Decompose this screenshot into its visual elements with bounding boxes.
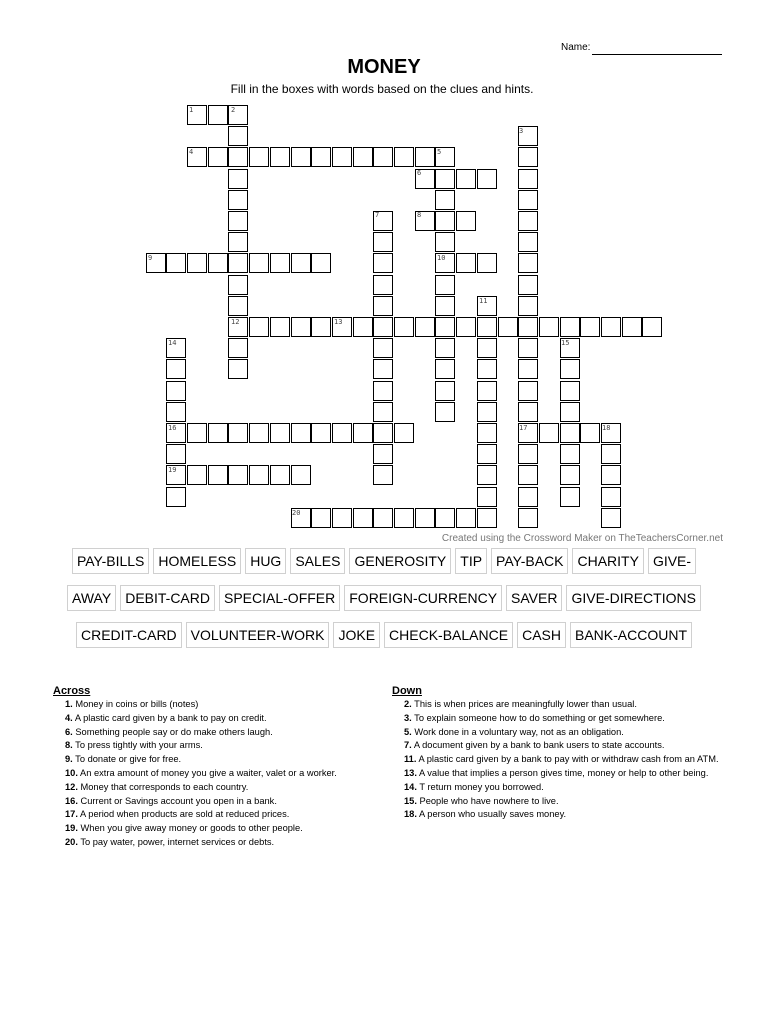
- crossword-cell[interactable]: [291, 423, 311, 443]
- crossword-cell[interactable]: [187, 465, 207, 485]
- clue-number: 18: [602, 424, 611, 432]
- crossword-cell[interactable]: [208, 423, 228, 443]
- crossword-cell[interactable]: [518, 402, 538, 422]
- clue-text: To pay water, power, internet services or debts.: [77, 836, 275, 847]
- clue-num: 19.: [65, 823, 78, 834]
- word-bank-item: FOREIGN-CURRENCY: [344, 585, 502, 611]
- clue-num: 2.: [404, 699, 412, 709]
- crossword-cell[interactable]: [291, 465, 311, 485]
- crossword-cell[interactable]: [518, 444, 538, 464]
- word-bank-item: DEBIT-CARD: [120, 585, 215, 611]
- crossword-cell[interactable]: [601, 465, 621, 485]
- across-list: [53, 698, 373, 850]
- clue-number: 3: [519, 127, 524, 135]
- name-label: Name:: [561, 42, 591, 53]
- clue-num: 5.: [404, 726, 412, 737]
- across-clue: [53, 712, 373, 726]
- crossword-cell[interactable]: [373, 423, 393, 443]
- clue-number: 14: [168, 339, 177, 347]
- crossword-cell[interactable]: [622, 317, 642, 337]
- clue-num: 16.: [65, 795, 78, 806]
- crossword-cell[interactable]: [270, 147, 290, 167]
- crossword-cell[interactable]: [373, 444, 393, 464]
- clue-number: 16: [168, 424, 177, 432]
- clue-text: A value that implies a person gives time, money or help to other being.: [416, 767, 709, 778]
- clue-number: 7: [375, 211, 380, 219]
- clue-number: 9: [148, 254, 153, 262]
- crossword-cell[interactable]: [456, 317, 476, 337]
- word-bank-item: GENEROSITY: [349, 548, 451, 574]
- crossword-cell[interactable]: [560, 465, 580, 485]
- clue-text: Money that corresponds to each country.: [77, 781, 249, 792]
- word-bank-row-1: [0, 548, 768, 574]
- crossword-cell[interactable]: [353, 317, 373, 337]
- clue-number: 5: [437, 148, 442, 156]
- crossword-cell[interactable]: [208, 253, 228, 273]
- clue-number: 6: [417, 169, 422, 177]
- down-clues: [392, 684, 722, 822]
- credit-line: Created using the Crossword Maker on TheTeachersCorner.net: [441, 533, 723, 544]
- crossword-cell[interactable]: [373, 296, 393, 316]
- crossword-cell[interactable]: [456, 211, 476, 231]
- crossword-cell[interactable]: [580, 423, 600, 443]
- across-heading: Across: [53, 685, 91, 697]
- crossword-cell[interactable]: [518, 359, 538, 379]
- crossword-cell[interactable]: [477, 402, 497, 422]
- down-clue: [392, 767, 722, 781]
- crossword-cell[interactable]: [456, 253, 476, 273]
- crossword-cell[interactable]: [601, 508, 621, 528]
- crossword-cell[interactable]: [435, 317, 455, 337]
- clue-num: 14.: [404, 781, 417, 792]
- clue-num: 17.: [65, 809, 78, 820]
- clue-text: When you give away money or goods to other people.: [77, 823, 303, 834]
- crossword-cell[interactable]: [518, 275, 538, 295]
- word-bank-item: HUG: [245, 548, 286, 574]
- crossword-cell[interactable]: [270, 465, 290, 485]
- clue-text: A plastic card given by a bank to pay on credit.: [72, 712, 267, 723]
- word-bank-item: PAY-BILLS: [72, 548, 149, 574]
- crossword-cell[interactable]: [332, 508, 352, 528]
- crossword-cell[interactable]: [208, 105, 228, 125]
- crossword-cell[interactable]: [435, 402, 455, 422]
- crossword-cell[interactable]: [228, 126, 248, 146]
- crossword-cell[interactable]: [560, 359, 580, 379]
- crossword-cell[interactable]: [642, 317, 662, 337]
- across-clue: [53, 836, 373, 850]
- clue-number: 1: [189, 106, 194, 114]
- down-clue: [392, 808, 722, 822]
- clue-num: 1.: [65, 699, 73, 709]
- crossword-cell[interactable]: [208, 465, 228, 485]
- clue-number: 8: [417, 211, 422, 219]
- crossword-cell[interactable]: [291, 253, 311, 273]
- clue-text: To explain someone how to do something or get somewhere.: [411, 712, 665, 723]
- crossword-cell[interactable]: [539, 317, 559, 337]
- crossword-cell[interactable]: [228, 296, 248, 316]
- crossword-cell[interactable]: [435, 508, 455, 528]
- clue-num: 8.: [65, 740, 73, 751]
- crossword-cell[interactable]: [477, 444, 497, 464]
- clue-text: An extra amount of money you give a waiter, valet or a worker.: [77, 767, 337, 778]
- clue-number: 11: [479, 297, 488, 305]
- clue-number: 12: [231, 318, 240, 326]
- down-clue: [392, 795, 722, 809]
- word-bank-item: HOMELESS: [153, 548, 241, 574]
- crossword-cell[interactable]: [518, 169, 538, 189]
- clue-text: A plastic card given by a bank to pay with or withdraw cash from an ATM.: [416, 754, 719, 765]
- clue-number: 13: [334, 318, 343, 326]
- crossword-cell[interactable]: [228, 232, 248, 252]
- clue-number: 19: [168, 466, 177, 474]
- down-clue: [392, 739, 722, 753]
- crossword-cell[interactable]: [373, 147, 393, 167]
- crossword-cell[interactable]: [539, 423, 559, 443]
- crossword-cell[interactable]: [477, 381, 497, 401]
- crossword-cell[interactable]: [394, 423, 414, 443]
- crossword-cell[interactable]: [477, 317, 497, 337]
- crossword-cell[interactable]: [518, 232, 538, 252]
- crossword-cell[interactable]: [311, 253, 331, 273]
- crossword-cell[interactable]: [580, 317, 600, 337]
- crossword-cell[interactable]: [415, 508, 435, 528]
- crossword-cell[interactable]: [477, 169, 497, 189]
- crossword-cell[interactable]: [601, 317, 621, 337]
- word-bank-item: GIVE-: [648, 548, 696, 574]
- crossword-cell[interactable]: [456, 169, 476, 189]
- crossword-cell[interactable]: [373, 275, 393, 295]
- word-bank-item: JOKE: [333, 622, 380, 648]
- crossword-cell[interactable]: [560, 487, 580, 507]
- clue-number: 20: [292, 509, 301, 517]
- clue-number: 10: [437, 254, 446, 262]
- down-clue: [392, 698, 722, 712]
- crossword-cell[interactable]: [166, 359, 186, 379]
- crossword-cell[interactable]: [601, 487, 621, 507]
- crossword-cell[interactable]: [228, 338, 248, 358]
- word-bank-item: SPECIAL-OFFER: [219, 585, 340, 611]
- clue-num: 4.: [65, 712, 73, 723]
- crossword-cell[interactable]: [518, 296, 538, 316]
- across-clue: [53, 795, 373, 809]
- crossword-cell[interactable]: [228, 169, 248, 189]
- crossword-cell[interactable]: [435, 338, 455, 358]
- crossword-cell[interactable]: [394, 508, 414, 528]
- word-bank-item: BANK-ACCOUNT: [570, 622, 692, 648]
- crossword-cell[interactable]: [518, 381, 538, 401]
- crossword-cell[interactable]: [187, 253, 207, 273]
- clue-text: Current or Savings account you open in a bank.: [77, 795, 277, 806]
- crossword-cell[interactable]: [498, 317, 518, 337]
- across-clues: [53, 684, 373, 850]
- crossword-cell[interactable]: [373, 317, 393, 337]
- crossword-cell[interactable]: [477, 253, 497, 273]
- crossword-cell[interactable]: [435, 232, 455, 252]
- clue-num: 12.: [65, 781, 78, 792]
- crossword-cell[interactable]: [518, 338, 538, 358]
- across-clue: [53, 767, 373, 781]
- crossword-cell[interactable]: [249, 253, 269, 273]
- crossword-cell[interactable]: [435, 211, 455, 231]
- clue-num: 7.: [404, 740, 412, 751]
- crossword-cell[interactable]: [415, 147, 435, 167]
- crossword-cell[interactable]: [435, 359, 455, 379]
- crossword-cell[interactable]: [373, 232, 393, 252]
- word-bank-row-3: [0, 622, 768, 648]
- crossword-cell[interactable]: [373, 508, 393, 528]
- crossword-cell[interactable]: [270, 253, 290, 273]
- crossword-cell[interactable]: [518, 253, 538, 273]
- instructions: Fill in the boxes with words based on the clues and hints.: [230, 82, 534, 96]
- clue-num: 20.: [65, 836, 78, 847]
- crossword-cell[interactable]: [477, 423, 497, 443]
- crossword-cell[interactable]: [228, 190, 248, 210]
- crossword-cell[interactable]: [373, 465, 393, 485]
- down-clue: [392, 712, 722, 726]
- crossword-cell[interactable]: [270, 317, 290, 337]
- across-clue: [53, 726, 373, 740]
- crossword-cell[interactable]: [601, 444, 621, 464]
- down-list: [392, 698, 722, 822]
- crossword-cell[interactable]: [373, 253, 393, 273]
- word-bank-item: CASH: [517, 622, 566, 648]
- crossword-cell[interactable]: [477, 487, 497, 507]
- crossword-cell[interactable]: [228, 275, 248, 295]
- crossword-cell[interactable]: [477, 359, 497, 379]
- clue-text: People who have nowhere to live.: [416, 795, 559, 806]
- word-bank-item: CHARITY: [572, 548, 643, 574]
- crossword-cell[interactable]: [560, 317, 580, 337]
- clue-text: To donate or give for free.: [72, 754, 182, 765]
- crossword-cell[interactable]: [477, 338, 497, 358]
- crossword-cell[interactable]: [291, 317, 311, 337]
- word-bank-item: CHECK-BALANCE: [384, 622, 513, 648]
- clue-text: A period when products are sold at reduced prices.: [77, 809, 290, 820]
- down-clue: [392, 753, 722, 767]
- crossword-cell[interactable]: [373, 338, 393, 358]
- across-clue: [53, 739, 373, 753]
- crossword-cell[interactable]: [166, 253, 186, 273]
- crossword-cell[interactable]: [166, 487, 186, 507]
- clue-text: A person who usually saves money.: [416, 809, 567, 820]
- clue-num: 9.: [65, 754, 73, 765]
- crossword-cell[interactable]: [332, 423, 352, 443]
- clue-text: A document given by a bank to bank users to state accounts.: [411, 740, 665, 751]
- crossword-cell[interactable]: [228, 147, 248, 167]
- word-bank-item: TIP: [455, 548, 487, 574]
- clue-num: 11.: [404, 754, 417, 765]
- clue-num: 10.: [65, 767, 78, 778]
- clue-text: To press tightly with your arms.: [72, 740, 203, 751]
- crossword-cell[interactable]: [249, 465, 269, 485]
- crossword-cell[interactable]: [270, 423, 290, 443]
- crossword-cell[interactable]: [518, 465, 538, 485]
- clue-num: 6.: [65, 726, 73, 737]
- crossword-cell[interactable]: [249, 423, 269, 443]
- word-bank-item: AWAY: [67, 585, 116, 611]
- crossword-cell[interactable]: [518, 487, 538, 507]
- crossword-cell[interactable]: [311, 508, 331, 528]
- crossword-cell[interactable]: [477, 465, 497, 485]
- crossword-cell[interactable]: [228, 423, 248, 443]
- clue-text: Something people say or do make others laugh.: [72, 726, 273, 737]
- crossword-cell[interactable]: [456, 508, 476, 528]
- crossword-cell[interactable]: [394, 147, 414, 167]
- clue-number: 15: [561, 339, 570, 347]
- crossword-cell[interactable]: [228, 211, 248, 231]
- crossword-cell[interactable]: [249, 317, 269, 337]
- crossword-cell[interactable]: [228, 253, 248, 273]
- word-bank-item: SAVER: [506, 585, 562, 611]
- crossword-cell[interactable]: [311, 147, 331, 167]
- crossword-cell[interactable]: [373, 359, 393, 379]
- crossword-cell[interactable]: [435, 275, 455, 295]
- down-clue: [392, 781, 722, 795]
- clue-num: 3.: [404, 712, 412, 723]
- clue-number: 4: [189, 148, 194, 156]
- clue-num: 18.: [404, 809, 417, 820]
- crossword-cell[interactable]: [166, 402, 186, 422]
- crossword-cell[interactable]: [373, 402, 393, 422]
- crossword-cell[interactable]: [228, 465, 248, 485]
- across-clue: [53, 822, 373, 836]
- clue-text: T return money you borrowed.: [416, 781, 544, 792]
- crossword-cell[interactable]: [518, 211, 538, 231]
- crossword-cell[interactable]: [435, 296, 455, 316]
- crossword-cell[interactable]: [435, 381, 455, 401]
- across-clue: [53, 781, 373, 795]
- down-clue: [392, 726, 722, 740]
- crossword-cell[interactable]: [477, 508, 497, 528]
- crossword-cell[interactable]: [353, 147, 373, 167]
- across-clue: [53, 698, 373, 712]
- crossword-cell[interactable]: [518, 190, 538, 210]
- crossword-cell[interactable]: [166, 444, 186, 464]
- clue-text: This is when prices are meaningfully lower than usual.: [411, 699, 637, 709]
- word-bank-item: SALES: [290, 548, 345, 574]
- down-heading: Down: [392, 685, 422, 697]
- across-clue: [53, 753, 373, 767]
- crossword-cell[interactable]: [332, 147, 352, 167]
- crossword-cell[interactable]: [560, 381, 580, 401]
- clue-number: 2: [231, 106, 236, 114]
- crossword-cell[interactable]: [560, 423, 580, 443]
- across-clue: [53, 808, 373, 822]
- crossword-cell[interactable]: [373, 381, 393, 401]
- word-bank-item: CREDIT-CARD: [76, 622, 182, 648]
- clue-text: Work done in a voluntary way, not as an obligation.: [411, 726, 624, 737]
- clue-num: 15.: [404, 795, 417, 806]
- word-bank-item: GIVE-DIRECTIONS: [566, 585, 700, 611]
- crossword-cell[interactable]: [518, 147, 538, 167]
- crossword-cell[interactable]: [435, 190, 455, 210]
- crossword-cell[interactable]: [187, 423, 207, 443]
- crossword-cell[interactable]: [311, 317, 331, 337]
- word-bank-row-2: [0, 585, 768, 611]
- word-bank-item: PAY-BACK: [491, 548, 568, 574]
- crossword-cell[interactable]: [353, 423, 373, 443]
- crossword-cell[interactable]: [228, 359, 248, 379]
- crossword-cell[interactable]: [208, 147, 228, 167]
- crossword-cell[interactable]: [249, 147, 269, 167]
- crossword-cell[interactable]: [415, 317, 435, 337]
- crossword-cell[interactable]: [311, 423, 331, 443]
- clue-text: Money in coins or bills (notes): [72, 699, 199, 709]
- crossword-cell[interactable]: [166, 381, 186, 401]
- page-title: MONEY: [347, 56, 421, 78]
- crossword-cell[interactable]: [435, 169, 455, 189]
- crossword-cell[interactable]: [353, 508, 373, 528]
- crossword-cell[interactable]: [291, 147, 311, 167]
- word-bank-item: VOLUNTEER-WORK: [186, 622, 330, 648]
- clue-num: 13.: [404, 767, 417, 778]
- clue-number: 17: [519, 424, 528, 432]
- crossword-cell[interactable]: [394, 317, 414, 337]
- crossword-cell[interactable]: [518, 317, 538, 337]
- crossword-cell[interactable]: [518, 508, 538, 528]
- crossword-cell[interactable]: [560, 402, 580, 422]
- crossword-cell[interactable]: [560, 444, 580, 464]
